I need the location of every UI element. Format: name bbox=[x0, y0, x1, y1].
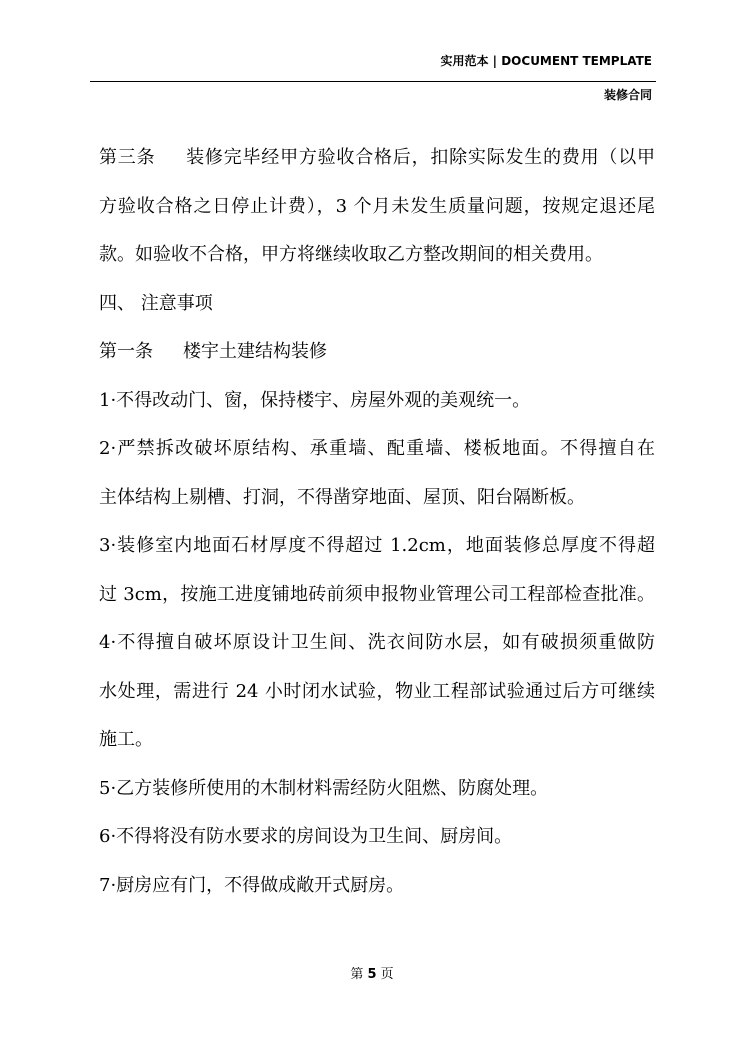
document-body bbox=[99, 138, 655, 914]
article-1-title: 楼宇土建结构装修 bbox=[183, 341, 327, 362]
page-number bbox=[0, 963, 744, 982]
article-3-line-2: 方验收合格之日停止计费），3 个月未发生质量问题，按规定退还尾 bbox=[99, 195, 655, 217]
item-7: 7·厨房应有门，不得做成敞开式厨房。 bbox=[99, 874, 405, 896]
article-1-label: 第一条 bbox=[99, 341, 153, 362]
item-6: 6·不得将没有防水要求的房间设为卫生间、厨房间。 bbox=[99, 826, 513, 847]
item-5: 5·乙方装修所使用的木制材料需经防火阻燃、防腐处理。 bbox=[99, 777, 549, 799]
article-3-line-1 bbox=[99, 138, 655, 187]
page-suffix: 页 bbox=[380, 967, 394, 982]
item-2-line-1: 2·严禁拆改破坏原结构、承重墙、配重墙、楼板地面。不得擅自在 bbox=[99, 438, 655, 459]
page-number-value: 5 bbox=[367, 967, 377, 982]
page-prefix: 第 bbox=[350, 967, 364, 982]
item-3-line-2: 过 3cm，按施工进度铺地砖前须申报物业管理公司工程部检查批准。 bbox=[99, 583, 655, 605]
item-4-line-2: 水处理，需进行 24 小时闭水试验，物业工程部试验通过后方可继续 bbox=[99, 680, 655, 702]
article-3-label: 第三条 bbox=[99, 147, 156, 168]
item-2-line-2: 主体结构上剔槽、打洞，不得凿穿地面、屋顶、阳台隔断板。 bbox=[99, 486, 585, 508]
article-3-line-3: 款。如验收不合格，甲方将继续收取乙方整改期间的相关费用。 bbox=[99, 244, 603, 265]
item-3-line-1: 3·装修室内地面石材厚度不得超过 1.2cm，地面装修总厚度不得超 bbox=[99, 535, 655, 556]
item-4-line-3: 施工。 bbox=[99, 729, 153, 750]
item-4-line-1: 4·不得擅自破坏原设计卫生间、洗衣间防水层，如有破损须重做防 bbox=[99, 632, 655, 653]
section-4-heading: 四、 注意事项 bbox=[99, 292, 213, 314]
article-1-heading bbox=[99, 332, 655, 381]
document-type-label: 装修合同 bbox=[603, 88, 652, 102]
article-3-text: 装修完毕经甲方验收合格后，扣除实际发生的费用（以甲 bbox=[185, 147, 655, 168]
item-1: 1·不得改动门、窗，保持楼宇、房屋外观的美观统一。 bbox=[99, 389, 531, 411]
header-divider bbox=[90, 81, 656, 82]
document-header-title: 实用范本 | DOCUMENT TEMPLATE bbox=[440, 54, 652, 68]
